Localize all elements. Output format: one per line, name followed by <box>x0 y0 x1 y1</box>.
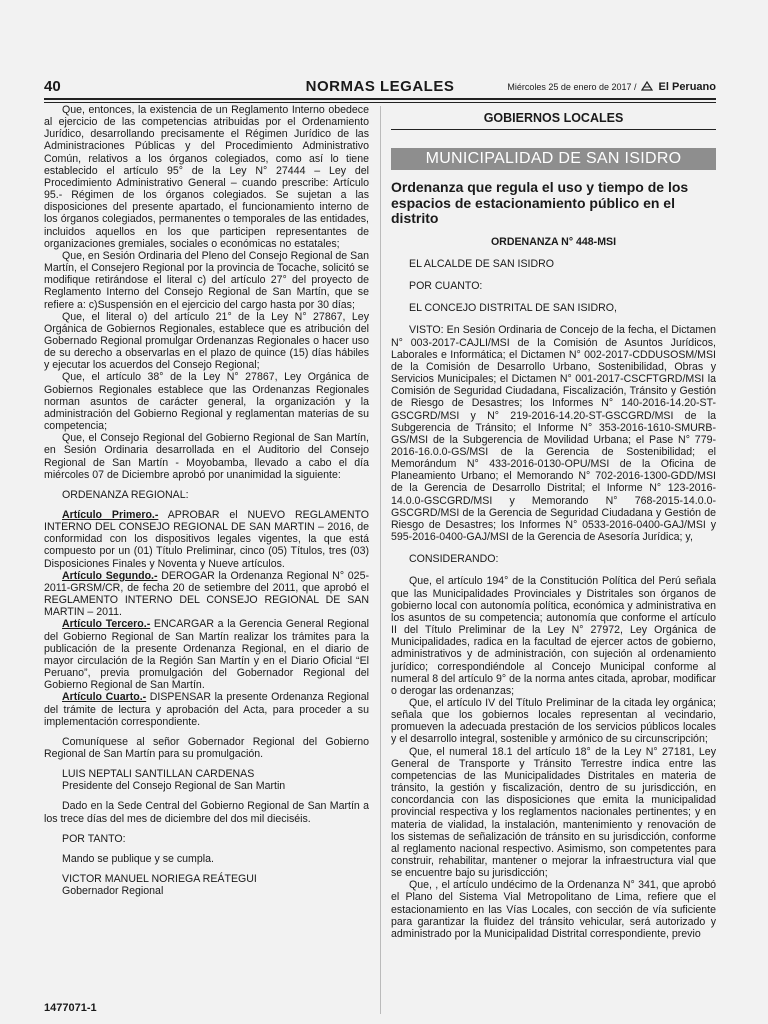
section-title: NORMAS LEGALES <box>305 78 455 95</box>
article-label: Artículo Primero.- <box>62 509 159 521</box>
dado-en: Dado en la Sede Central del Gobierno Regional de San Martín a los trece días del mes de diciembre del dos mil dieciséis. <box>44 800 369 825</box>
por-tanto: POR TANTO: <box>62 832 126 845</box>
article-text: DISPENSAR la presente Ordenanza Regional del trámite de lectura y aprobación del Acta, para proceder a su implementación correspondiente. <box>44 691 369 728</box>
page-header <box>44 78 716 98</box>
right-column <box>391 104 716 940</box>
por-cuanto: POR CUANTO: <box>409 280 483 293</box>
date-line <box>507 81 716 93</box>
newspaper-logo-icon <box>641 81 653 91</box>
signer-title: Presidente del Consejo Regional de San Martin <box>62 780 286 793</box>
article-label: Artículo Segundo.- <box>62 569 158 582</box>
column-divider <box>380 106 381 1014</box>
paragraph: Que, el artículo 194° de la Constitución Política del Perú señala que las Municipalidades Provinciales y Distritales son órganos de gobierno local con autonomía política, económica y administrativa en los asuntos de su competencia; autonomía que conforme el artículo II del Título Preliminar de la Ley N° 27972, Ley Orgánica de Municipalidades, radica en la facultad de ejercer actos de gobierno, administrativos y de administración, con sujeción al ordenamiento jurídico; correspondiéndole al Concejo Municipal conforme al numeral 8 del artículo 9° de la norma antes citada, aprobar, modificar o derogar las ordenanzas; <box>391 575 716 697</box>
article <box>44 618 369 691</box>
article-text: DEROGAR la Ordenanza Regional N° 025-2011-GRSM/CR, de fecha 20 de setiembre del 2011, que aprobó el REGLAMENTO INTERNO DEL CONSEJO REGIONAL DE SAN MARTIN – 2011. <box>44 569 369 619</box>
header-rule-thin <box>44 102 716 103</box>
article-text: ENCARGAR a la Gerencia General Regional del Gobierno Regional de San Martín realizar los trámites para la publicación de la presente Ordenanza Regional, en el diario de mayor circulación de la Región San Martín y en el Diario Oficial “El Peruano”, previa promulgación del Gobernador Regional del Gobierno Regional de San Martín. <box>44 618 369 692</box>
paragraph: Que, el literal o) del artículo 21° de la Ley N° 27867, Ley Orgánica de Gobiernos Regionales, establece que es atribución del Gobernado Regional promulgar Ordenanzas Regionales o hacer uso de su derecho a observarlas en el plazo de quince (15) días hábiles y ejecutar los acuerdos del Consejo Regional; <box>44 310 369 372</box>
article-label: Artículo Tercero.- <box>62 618 151 631</box>
signer-name: VICTOR MANUEL NORIEGA REÁTEGUI <box>62 873 257 886</box>
mando: Mando se publique y se cumpla. <box>62 852 214 865</box>
considerando-heading: CONSIDERANDO: <box>409 553 499 566</box>
ordinance-title: Ordenanza que regula el uso y tiempo de los espacios de estacionamiento público en el distrito <box>391 179 689 227</box>
signer-name: LUIS NEPTALI SANTILLAN CARDENAS <box>62 768 255 781</box>
newspaper-name: El Peruano <box>658 81 716 93</box>
alcalde: EL ALCALDE DE SAN ISIDRO <box>409 257 555 270</box>
page-number: 40 <box>44 78 61 95</box>
paragraph: Que, , el artículo undécimo de la Ordenanza N° 341, que aprobó el Plano del Sistema Vial Metropolitano de Lima, refiere que el estacionamiento en las Vías Locales, con sección de vía suficiente para garantizar la fluidez del tránsito vehicular, será autorizado y administrado por la Municipalidad Distrital correspondiente, previo <box>391 879 716 940</box>
concejo: EL CONCEJO DISTRITAL DE SAN ISIDRO, <box>409 302 617 315</box>
paragraph: Que, el artículo 38° de la Ley N° 27867, Ley Orgánica de Gobiernos Regionales establece que las Ordenanzas Regionales norman asuntos de carácter general, la organización y la administración del Gobierno Regional y reglamentan materias de su competencia; <box>44 371 369 433</box>
article <box>44 691 369 727</box>
ordinance-number: ORDENANZA N° 448-MSI <box>490 235 617 248</box>
publication-date: Miércoles 25 de enero de 2017 / <box>507 82 637 92</box>
paragraph: Que, entonces, la existencia de un Reglamento Interno obedece al ejercicio de las competencias atribuidas por el Ordenamiento Jurídico, desarrollando precisamente el Régimen Jurídico de las Administraciones Públicas y del Procedimiento Administrativo Común, relativos a los órganos colegiados, como así lo tiene establecido el artículo 95° de la Ley N° 27444 – Ley del Procedimiento Administrativo General – cuando prescribe: Artículo 95.- Régimen de los órganos colegiados. Se sujetan a las disposiciones del presente apartado, el funcionamiento interno de los órganos colegiados, permanentes o temporales de las entidades, incluidos aquellos en los que participen representantes de organizaciones gremiales, sociales o económicas no estatales; <box>44 104 369 250</box>
document-code: 1477071-1 <box>44 1002 97 1014</box>
signer-title: Gobernador Regional <box>62 885 164 898</box>
municipality-banner: MUNICIPALIDAD DE SAN ISIDRO <box>391 148 716 170</box>
article <box>44 570 369 619</box>
article-text: APROBAR el NUEVO REGLAMENTO INTERNO DEL CONSEJO REGIONAL DE SAN MARTIN – 2016, de conformidad con los dispositivos legales vigentes, la que está compuesto por un (01) Título Preliminar, cinco (05) Títulos, tres (03) Disposiciones Finales y Noventa y Nueve artículos. <box>44 509 369 570</box>
paragraph: Que, el numeral 18.1 del artículo 18° de la Ley N° 27181, Ley General de Transporte y Tránsito Terrestre indica entre las competencias de las Municipalidades Distritales en materia de tránsito, la gestión y fiscalización, dentro de su jurisdicción, en concordancia con las disposiciones que emita la municipalidad provincial respectiva y los reglamentos nacionales pertinentes; y en materia de vialidad, la instalación, mantenimiento y renovación de los sistemas de señalización de tránsito en su jurisdicción, conforme al reglamento nacional respectivo. Asimismo, son competentes para construir, rehabilitar, mantener o mejorar la infraestructura vial que se encuentre bajo su jurisdicción; <box>391 745 716 880</box>
left-column <box>44 104 369 1014</box>
visto: VISTO: En Sesión Ordinaria de Concejo de la fecha, el Dictamen N° 003-2017-CAJLI/MSI de la Comisión de Asuntos Jurídicos, Laborales e Informática; el Dictamen N° 002-2017-CDDUSOSM/MSI de la Comisión de Desarrollo Urbano, Sostenibilidad, Obras y Servicios Municipales; el Dictamen N° 001-2017-CSCFTGRD/MSI la Comisión de Seguridad Ciudadana, Fiscalización, Tránsito y Gestión de Riesgo de Desastres; los Informes N° 140-2016-14.20-ST-GSCGRD/MSI y N° 219-2016-14.20-ST-GSCGRD/MSI de la Subgerencia de Tránsito; el Informe N° 353-2016-1610-SMURB-GS/MSI de la Subgerencia de Movilidad Urbana; el Pase N° 779-2016-16.0.0-GS/MSI de la Gerencia de Sostenibilidad; el Memorándum N° 433-2016-0130-OPU/MSI de la Oficina de Planeamiento Urbano; el Memorando N° 702-2016-1300-GDD/MSI de la Gerencia de Desarrollo Distrital; el Informe N° 123-2016-14.0.0-GSCGRD/MSI y Memorando N° 768-2015-14.0.0-GSCGRD/MSI de la Gerencia de Seguridad Ciudadana y Gestión de Riesgo de Desastres; los Informes N° 0533-2016-0400-GAJ/MSI y 595-2016-0400-GAJ/MSI de la Gerencia de Asesoría Jurídica; y, <box>391 324 716 544</box>
paragraph: Que, en Sesión Ordinaria del Pleno del Consejo Regional de San Martín, el Consejero Regional por la provincia de Tocache, solicitó se modifique retirándose el literal c) del artículo 27° del proyecto de Reglamento Interno del Consejo Regional de San Martín, que se refiere a: c)Suspensión en el ejercicio del cargo hasta por 30 días; <box>44 249 369 311</box>
section-heading: GOBIERNOS LOCALES <box>391 112 716 130</box>
comuniquese: Comuníquese al señor Gobernador Regional del Gobierno Regional de San Martín para su promulgación. <box>44 735 369 760</box>
article-label: Artículo Cuarto.- <box>62 691 147 704</box>
paragraph: Que, el Consejo Regional del Gobierno Regional de San Martín, en Sesión Ordinaria desarrollada en el Auditorio del Consejo Regional de San Martín - Moyobamba, llevado a cabo el día miércoles 07 de Diciembre aprobó por unanimidad la siguiente: <box>44 432 369 481</box>
paragraph: Que, el artículo IV del Título Preliminar de la citada ley orgánica; señala que los gobiernos locales representan al vecindario, promueven la adecuada prestación de los servicios públicos locales y el desarrollo integral, sostenible y armónico de su circunscripción; <box>391 696 716 746</box>
article <box>44 509 369 570</box>
header-rule <box>44 98 716 100</box>
ordenanza-regional-heading: ORDENANZA REGIONAL: <box>62 488 189 501</box>
